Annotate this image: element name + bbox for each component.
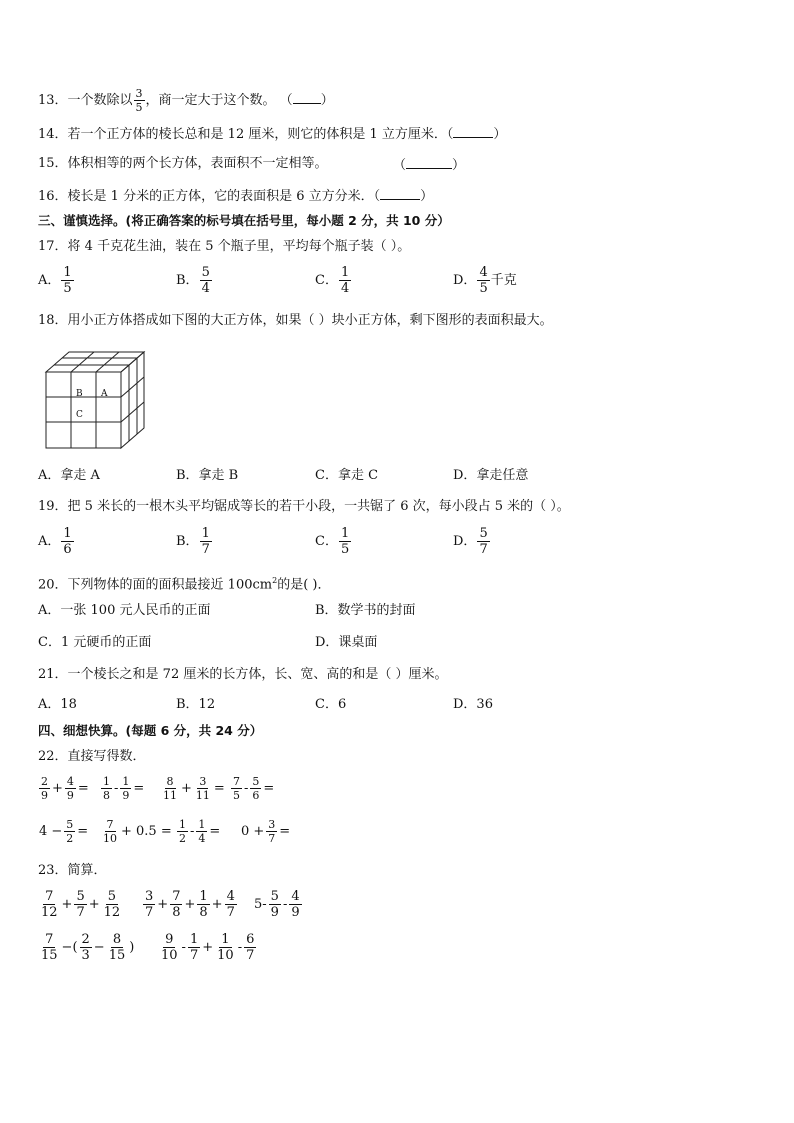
q17-option-c[interactable]: C． $\frac{1}{4}$ <box>315 265 350 296</box>
q22-expr-8: 0 + $\frac{3}{7}$ = <box>241 818 291 845</box>
question-21: 21．一个棱长之和是 72 厘米的长方体，长、宽、高的和是（ ）厘米。 <box>38 667 448 682</box>
fraction: $\frac{1}{5}$ <box>63 265 72 296</box>
answer-blank[interactable] <box>406 155 452 169</box>
q18-option-b[interactable]: B．拿走 B <box>176 468 239 483</box>
section-3-heading: 三、谨慎选择。(将正确答案的标号填在括号里，每小题 2 分，共 10 分） <box>38 213 450 228</box>
fraction: $\frac{1}{7}$ <box>201 526 210 557</box>
q18-option-a[interactable]: A．拿走 A <box>38 468 100 483</box>
q23-expr-3: 5- $\frac{5}{9}$ - $\frac{4}{9}$ <box>254 889 300 920</box>
q23-expr-1: $\frac{7}{12}$ + $\frac{5}{7}$ + $\frac{5}{12}$ <box>41 889 121 920</box>
question-13: 13．一个数除以 $\frac{3}{5}$ ，商一定大于这个数。 （ ） <box>38 87 334 114</box>
q22-expr-4: $\frac{7}{5}$ - $\frac{5}{6}$ = <box>233 775 275 802</box>
q18-option-d[interactable]: D．拿走任意 <box>453 468 529 483</box>
q20-option-d[interactable]: D．课桌面 <box>315 635 378 650</box>
q20-option-a[interactable]: A．一张 100 元人民币的正面 <box>38 603 211 618</box>
section-4-heading: 四、细想快算。(每题 6 分，共 24 分） <box>38 723 263 738</box>
answer-blank[interactable] <box>380 186 420 200</box>
q22-expr-6: $\frac{7}{10}$ + 0.5 = <box>103 818 172 845</box>
fraction: $\frac{4}{5}$ <box>479 265 488 296</box>
fraction: $\frac{3}{5}$ <box>135 87 143 114</box>
q19-option-d[interactable]: D． $\frac{5}{7}$ <box>453 526 488 557</box>
q18-option-c[interactable]: C．拿走 C <box>315 468 379 483</box>
question-22: 22．直接写得数． <box>38 749 146 764</box>
q20-option-b[interactable]: B．数学书的封面 <box>315 603 416 618</box>
question-15-answer: （ ） <box>393 155 465 175</box>
q21-option-b[interactable]: B．12 <box>176 697 216 712</box>
q22-expr-7: $\frac{1}{2}$ - $\frac{1}{4}$ = <box>179 818 221 845</box>
q23-expr-2: $\frac{3}{7}$ + $\frac{7}{8}$ + $\frac{1}{8}$ + $\frac{4}{7}$ <box>145 889 235 920</box>
q23-expr-4: $\frac{7}{15}$ −( $\frac{2}{3}$ − $\frac{8}{15}$ ) <box>41 932 135 963</box>
question-17: 17．将 4 千克花生油，装在 5 个瓶子里，平均每个瓶子装（ ）。 <box>38 239 411 254</box>
q19-option-a[interactable]: A． $\frac{1}{6}$ <box>38 526 72 557</box>
fraction: $\frac{5}{4}$ <box>201 265 210 296</box>
q17-option-b[interactable]: B． $\frac{5}{4}$ <box>176 265 210 296</box>
question-19: 19．把 5 米长的一根木头平均锯成等长的若干小段，一共锯了 6 次，每小段占 5 米的（ ）。 <box>38 499 570 514</box>
question-16: 16．棱长是 1 分米的正方体，它的表面积是 6 立方分米．（ ） <box>38 186 433 206</box>
q22-expr-5: 4 − $\frac{5}{2}$ = <box>39 818 89 845</box>
fraction: $\frac{1}{4}$ <box>340 265 350 296</box>
question-15: 15．体积相等的两个长方体，表面积不一定相等。 <box>38 156 328 171</box>
q21-option-d[interactable]: D．36 <box>453 697 493 712</box>
fraction: $\frac{1}{5}$ <box>340 526 350 557</box>
q17-option-a[interactable]: A． $\frac{1}{5}$ <box>38 265 72 296</box>
question-20: 20．下列物体的面的面积最接近 $100cm^2$的是( )． <box>38 576 331 593</box>
q22-expr-1: $\frac{2}{9}$ + $\frac{4}{9}$ = <box>41 775 89 802</box>
cube-label-c: C <box>76 410 83 420</box>
q19-option-c[interactable]: C． $\frac{1}{5}$ <box>315 526 350 557</box>
cube-figure <box>44 350 148 452</box>
fraction: $\frac{1}{6}$ <box>63 526 72 557</box>
q23-expr-5: $\frac{9}{10}$ - $\frac{1}{7}$ + $\frac{1}{10}$ - $\frac{6}{7}$ <box>161 932 255 963</box>
cube-label-a: A <box>101 389 108 399</box>
q21-option-a[interactable]: A．18 <box>38 697 77 712</box>
q19-option-b[interactable]: B． $\frac{1}{7}$ <box>176 526 210 557</box>
q21-option-c[interactable]: C．6 <box>315 697 347 712</box>
question-23: 23．简算． <box>38 863 107 878</box>
q22-expr-2: $\frac{1}{8}$ - $\frac{1}{9}$ = <box>103 775 145 802</box>
answer-blank[interactable] <box>293 90 321 104</box>
question-14: 14．若一个正方体的棱长总和是 12 厘米，则它的体积是 1 立方厘米．（ ） <box>38 124 506 144</box>
question-18: 18．用小正方体搭成如下图的大正方体，如果（ ）块小正方体，剩下图形的表面积最大。 <box>38 313 553 328</box>
cube-label-b: B <box>76 389 83 399</box>
fraction: $\frac{5}{7}$ <box>479 526 488 557</box>
q20-option-c[interactable]: C．1 元硬币的正面 <box>38 635 152 650</box>
q17-option-d[interactable]: D． $\frac{4}{5}$ 千克 <box>453 265 517 296</box>
answer-blank[interactable] <box>453 124 493 138</box>
q22-expr-3: $\frac{8}{11}$ + $\frac{3}{11}$ = <box>163 775 225 802</box>
